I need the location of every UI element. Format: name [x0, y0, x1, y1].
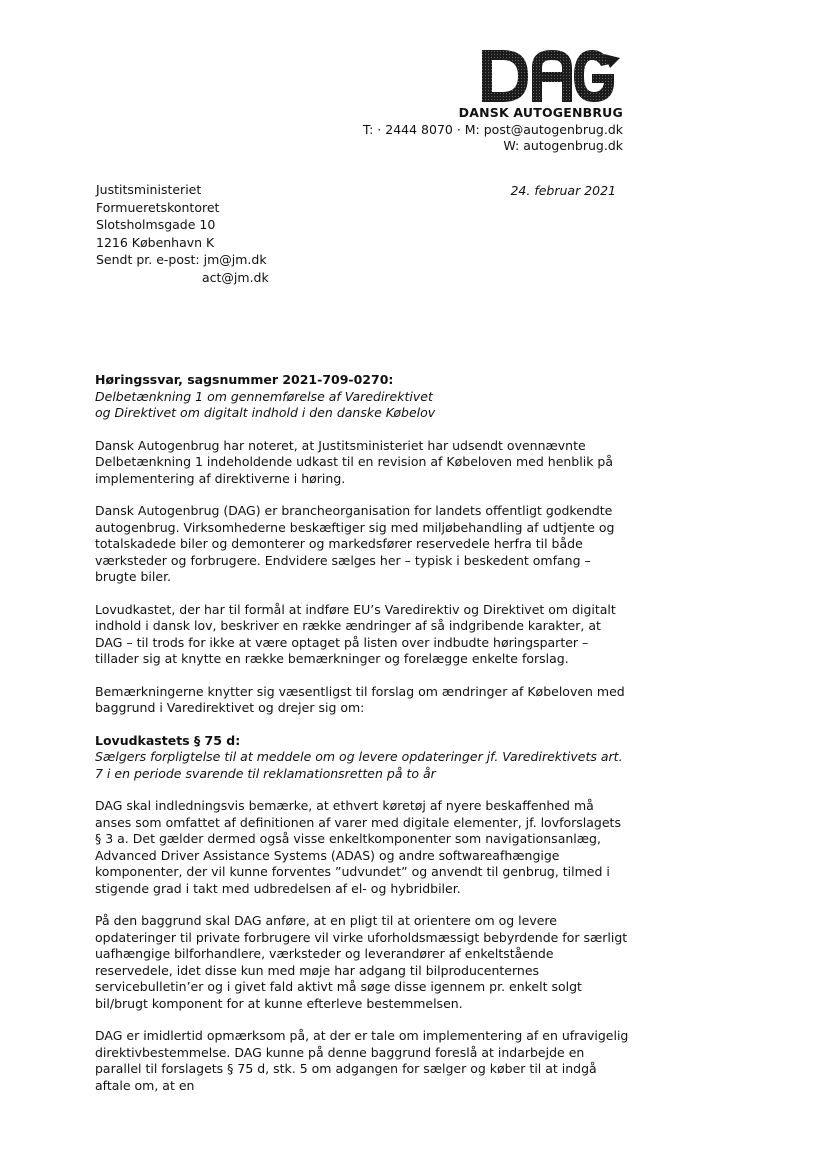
email-address: jm@jm.dk	[203, 252, 267, 267]
section-title: Lovudkastets § 75 d:	[95, 732, 241, 748]
organization-name: DANSK AUTOGENBRUG	[458, 105, 623, 120]
email-line	[96, 251, 269, 269]
contact-web: W: autogenbrug.dk	[503, 138, 623, 153]
email-address: act@jm.dk	[202, 269, 269, 285]
recipient-line: Justitsministeriet	[96, 182, 202, 197]
contact-phone-mail: T: · 2444 8070 · M: post@autogenbrug.dk	[362, 122, 623, 137]
letter-date: 24. februar 2021	[510, 183, 616, 198]
paragraph: Dansk Autogenbrug har noteret, at Justitsministeriet har udsendt ovennævnte Delbetænkning 1 indeholdende udkast til en revision af Købeloven med henblik på implementering af direktiverne i høring.	[95, 437, 613, 486]
paragraph: Bemærkningerne knytter sig væsentligst til forslag om ændringer af Købeloven med baggrund i Varedirektivet og drejer sig om:	[95, 683, 625, 715]
recipient-line: Formueretskontoret	[96, 199, 220, 215]
section-heading-block	[95, 733, 630, 783]
subject-title: Høringssvar, sagsnummer 2021-709-0270:	[95, 372, 394, 387]
recipient-address	[96, 181, 269, 286]
recipient-line: 1216 København K	[96, 234, 215, 250]
paragraph: DAG skal indledningsvis bemærke, at ethvert køretøj af nyere beskaffenhed må anses som omfattet af definitionen af varer med digitale elementer, jf. lovforslagets § 3 a. Det gælder dermed også visse enkeltkomponenter som navigationsanlæg, Advanced Driver Assistance Systems (ADAS) og andre softwareafhængige komponenter, der vil kunne forventes ”udvundet” og anvendt til genbrug, tilmed i stigende grad i takt med udbredelsen af el- og hybridbiler.	[95, 798, 621, 896]
paragraph: Lovudkastet, der har til formål at indføre EU’s Varedirektiv og Direktivet om digitalt indhold i dansk lov, beskriver en række ændringer af så indgribende karakter, at DAG – til trods for ikke at være optaget på listen over indbudte høringsparter – tillader sig at knytte en række bemærkninger og forelægge enkelte forslag.	[95, 601, 616, 666]
recipient-line: Slotsholmsgade 10	[96, 217, 216, 232]
email-line	[96, 269, 269, 287]
paragraph: Dansk Autogenbrug (DAG) er brancheorganisation for landets offentligt godkendte autogenbrug. Virksomhederne beskæftiger sig med miljøbehandling af udtjente og totalskadede biler og demonterer og markedsfører reservedele herfra til både værksteder og forbrugere. Endvidere sælges her – typisk i beskedent omfang – brugte biler.	[95, 503, 615, 584]
paragraph: På den baggrund skal DAG anføre, at en pligt til at orientere om og levere opdateringer til private forbrugere vil virke uforholdsmæssigt bebyrdende for særligt uafhængige bilforhandlere, værksteder og leverandører af enkeltstående reservedele, idet disse kun med møje har adgang til bilproducenternes servicebulletin’er og i givet fald aktivt må søge disse igennem pr. enkelt solgt bil/brugt komponent for at kunne efterleve bestemmelsen.	[95, 913, 628, 1011]
subject-line: og Direktivet om digitalt indhold i den danske Købelov	[95, 405, 436, 420]
email-label: Sendt pr. e-post:	[96, 252, 200, 267]
paragraph: DAG er imidlertid opmærksom på, at der er tale om implementering af en ufravigelig direktivbestemmelse. DAG kunne på denne baggrund foreslå at indarbejde en parallel til forslagets § 75 d, stk. 5 om adgangen for sælger og køber til at indgå aftale om, at en	[95, 1028, 629, 1093]
section-subtitle: Sælgers forpligtelse til at meddele om og levere opdateringer jf. Varedirektivets art. 7 i en periode svarende til reklamationsretten på to år	[95, 749, 623, 781]
subject-block	[95, 372, 630, 422]
subject-line: Delbetænkning 1 om gennemførelse af Varedirektivet	[95, 388, 433, 404]
letter-body	[95, 372, 630, 1110]
